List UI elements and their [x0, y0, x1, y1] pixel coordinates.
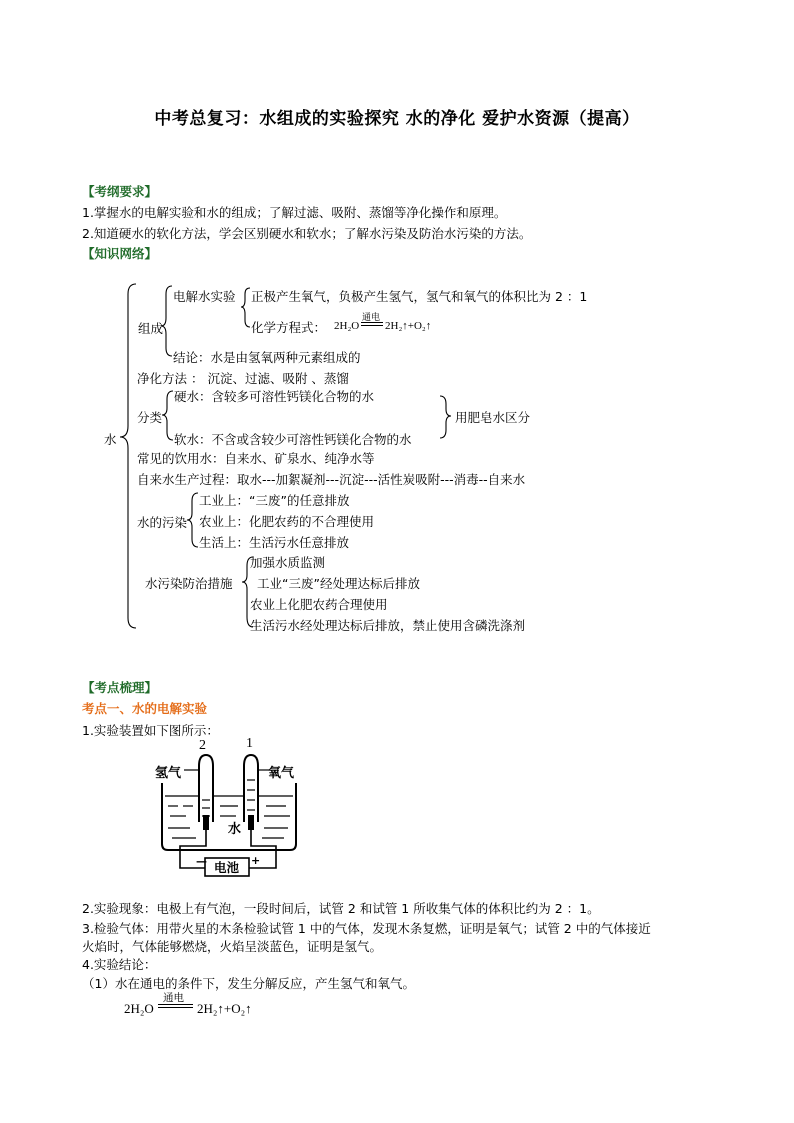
tree-prevention-label: 水污染防治措施: [145, 576, 233, 591]
conclusion-label: 4.实验结论：: [82, 957, 157, 972]
electrode-right: [248, 815, 254, 830]
tree-pollution-item: 生活上：生活污水任意排放: [199, 535, 350, 550]
label-hydrogen: 氢气: [155, 766, 182, 781]
requirement-item-2: 2.知道硬水的软化方法，学会区别硬水和软水；了解水污染及防治水污染的方法。: [82, 226, 532, 241]
network-heading: 【知识网络】: [82, 246, 158, 261]
electrode-left: [203, 815, 209, 830]
requirement-item-1: 1.掌握水的电解实验和水的组成；了解过滤、吸附、蒸馏等净化操作和原理。: [82, 205, 507, 220]
tree-prevention-item: 农业上化肥农药合理使用: [250, 597, 388, 612]
tube-left: [199, 755, 213, 822]
requirements-heading: 【考纲要求】: [82, 184, 158, 199]
tube-right-number: 1: [246, 736, 253, 751]
tree-equation-lhs: 2H₂O: [334, 320, 360, 332]
tube-right: [244, 755, 258, 822]
tree-pollution-item: 工业上：“三废”的任意排放: [199, 493, 350, 508]
tree-purify: 净化方法 ： 沉淀、过滤、吸附 、蒸馏: [137, 371, 349, 386]
tree-common-water: 常见的饮用水：自来水、矿泉水、纯净水等: [137, 451, 375, 466]
tree-distinguish: 用肥皂水区分: [455, 410, 531, 425]
equation-rhs: 2H₂↑+O₂↑: [197, 1001, 252, 1016]
tree-prevention-item: 生活污水经处理达标后排放，禁止使用含磷洗涤剂: [250, 618, 526, 633]
equation-lhs: 2H₂O: [124, 1001, 154, 1016]
tree-equation-condition: 通电: [362, 313, 381, 323]
page-title: 中考总复习：水组成的实验探究 水的净化 爱护水资源（提高）: [154, 109, 640, 129]
tube-left-number: 2: [199, 738, 206, 753]
tree-classify-label: 分类: [137, 410, 163, 425]
equation-arrow: [158, 1004, 193, 1008]
test-text-line2: 火焰时，气体能够燃烧，火焰呈淡蓝色，证明是氢气。: [82, 939, 383, 954]
points-heading: 【考点梳理】: [82, 680, 158, 695]
tree-root-water: 水: [104, 432, 117, 447]
tree-electrolysis-label: 电解水实验: [173, 289, 236, 304]
points-subheading: 考点一、水的电解实验: [82, 701, 208, 716]
conclusion-1: （1）水在通电的条件下，发生分解反应，产生氢气和氧气。: [82, 976, 415, 991]
equation-condition: 通电: [163, 992, 184, 1004]
tree-equation-rhs: 2H₂↑+O₂↑: [385, 320, 432, 332]
label-plus: +: [251, 854, 261, 867]
phenomenon-text: 2.实验现象：电极上有气泡，一段时间后，试管 2 和试管 1 所收集气体的体积比约为 2 ：1。: [82, 901, 600, 916]
test-text-line1: 3.检验气体：用带火星的木条检验试管 1 中的气体，发现木条复燃，证明是氧气；试管 2 中的气体接近: [82, 921, 651, 936]
tree-electrolysis-fact: 正极产生氧气，负极产生氢气，氢气和氧气的体积比为 2 ：1: [251, 289, 588, 304]
label-water: 水: [226, 818, 243, 837]
tree-pollution-item: 农业上：化肥农药的不合理使用: [199, 514, 375, 529]
setup-text: 1.实验装置如下图所示：: [82, 723, 219, 738]
tree-hard-water: 硬水：含较多可溶性钙镁化合物的水: [174, 389, 375, 404]
tree-composition-label: 组成: [138, 321, 164, 336]
tree-tap-water: 自来水生产过程：取水---加絮凝剂---沉淀---活性炭吸附---消毒--自来水: [137, 472, 526, 487]
label-oxygen: 氧气: [268, 766, 295, 781]
label-battery: 电池: [214, 860, 240, 875]
label-minus: —: [196, 855, 207, 868]
tree-prevention-item: 工业“三废”经处理达标后排放: [257, 576, 420, 591]
tree-conclusion: 结论：水是由氢氧两种元素组成的: [173, 350, 361, 365]
tree-soft-water: 软水：不含或含较少可溶性钙镁化合物的水: [174, 432, 412, 447]
tree-prevention-item: 加强水质监测: [250, 555, 326, 570]
tree-pollution-label: 水的污染: [137, 515, 188, 530]
tree-equation-label: 化学方程式：: [251, 320, 327, 335]
